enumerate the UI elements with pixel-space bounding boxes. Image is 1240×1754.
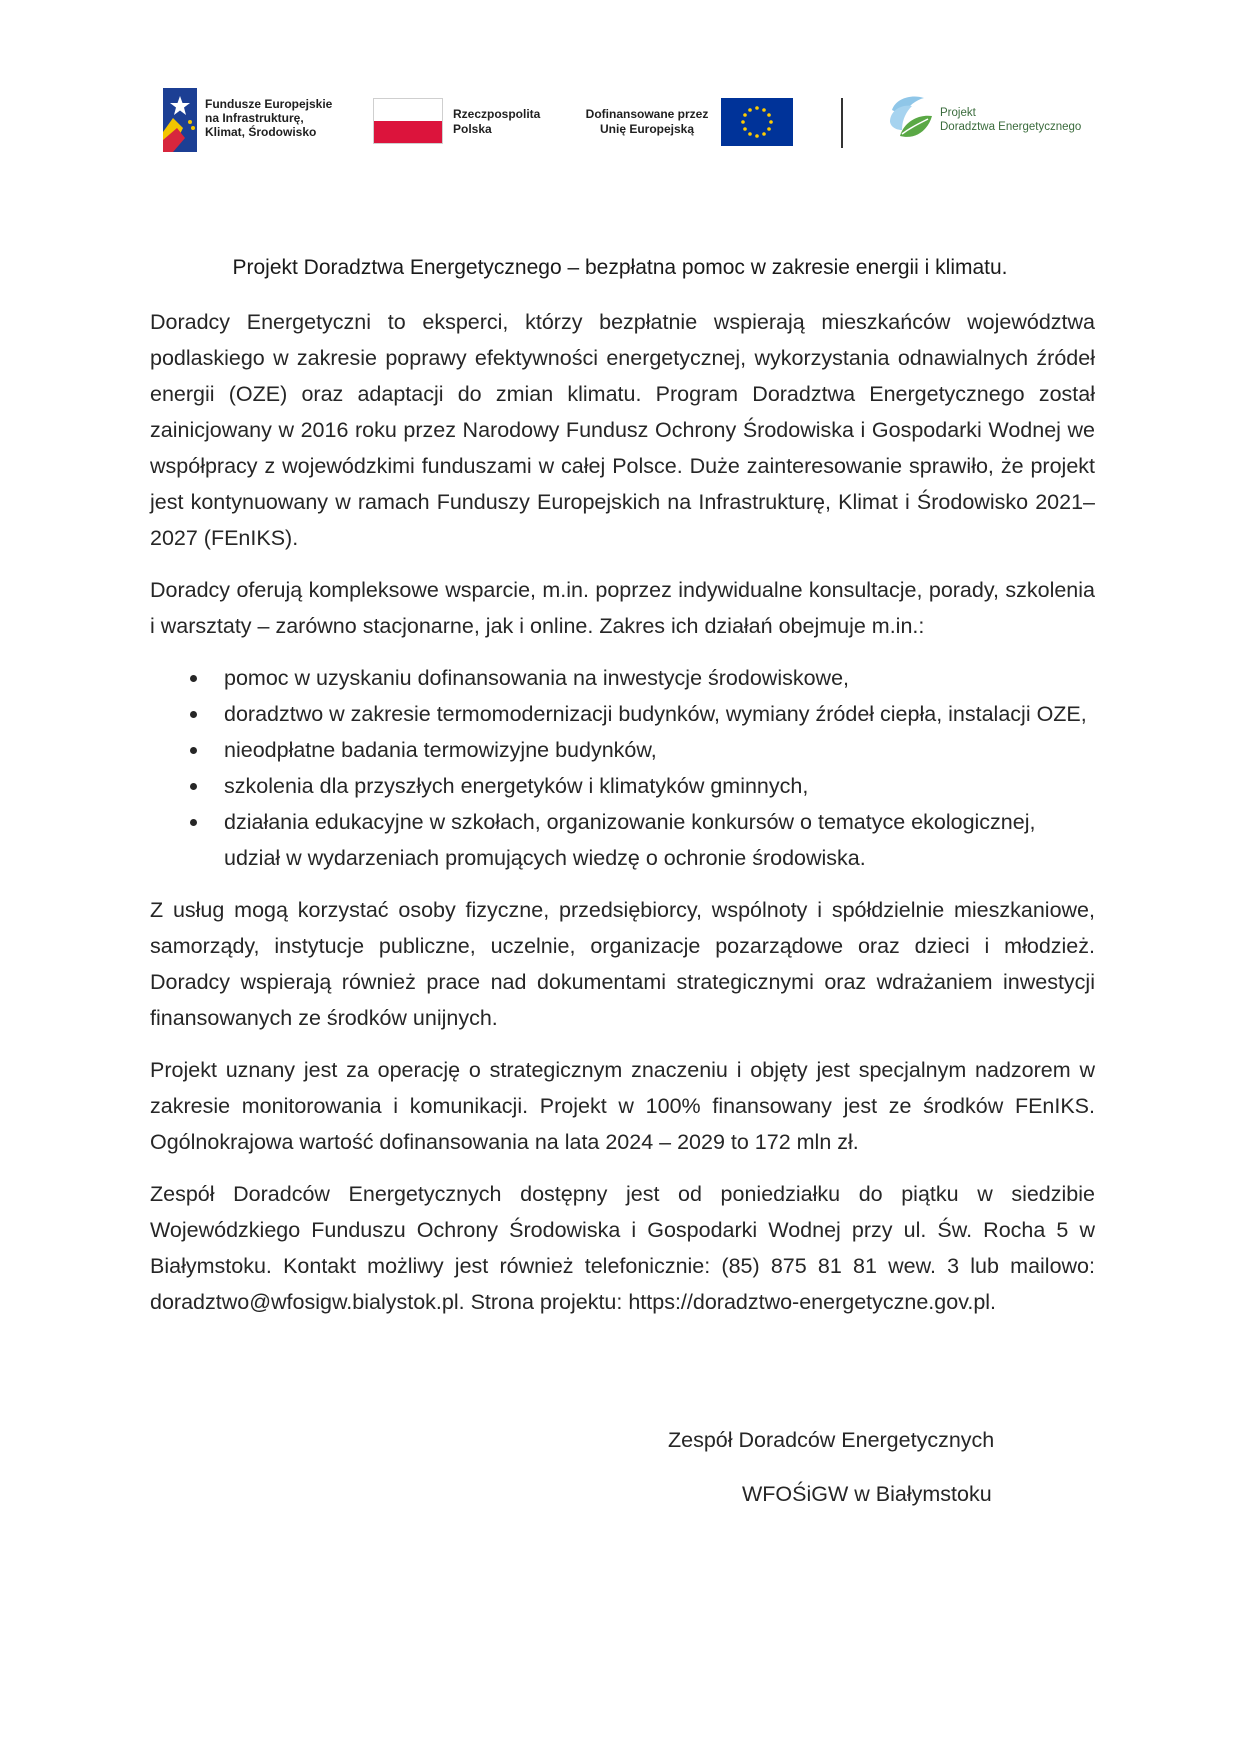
pl-logo-text xyxy=(453,107,540,137)
leaf-icon xyxy=(886,92,934,144)
paragraph-intro: Doradcy Energetyczni to eksperci, którzy bezpłatnie wspierają mieszkańców województwa podlaskiego w zakresie poprawy efektywności energetycznej, wykorzystania odnawialnych źródeł energii (OZE) oraz adaptacji do zmian klimatu. Program Doradztwa Energetycznego został zainicjowany w 2016 roku przez Narodowy Fundusz Ochrony Środowiska i Gospodarki Wodnej we współpracy z wojewódzkimi funduszami w całej Polsce. Duże zainteresowanie sprawiło, że projekt jest kontynuowany w ramach Funduszy Europejskich na Infrastrukturę, Klimat i Środowisko 2021–2027 (FEnIKS). xyxy=(150,310,1095,550)
signature-team: Zespół Doradców Energetycznych xyxy=(668,1428,995,1452)
pl-logo-line: Polska xyxy=(453,122,492,136)
list-item xyxy=(150,660,1095,696)
projekt-doradztwa-logo xyxy=(886,92,1086,144)
fe-logo-line: Fundusze Europejskie xyxy=(205,97,333,111)
list-item xyxy=(150,804,1095,876)
rzeczpospolita-polska-logo xyxy=(373,98,563,146)
eu-logo-line: Dofinansowane przez xyxy=(585,107,709,121)
eu-cofinancing-logo xyxy=(577,98,797,146)
bullet-icon xyxy=(190,675,197,682)
list-item-text: nieodpłatne badania termowizyjne budynków, xyxy=(224,738,657,762)
signature-institution: WFOŚiGW w Białymstoku xyxy=(742,1482,992,1506)
pde-logo-text xyxy=(940,106,1081,134)
logo-separator xyxy=(841,98,843,148)
document-title: Projekt Doradztwa Energetycznego – bezpłatna pomoc w zakresie energii i klimatu. xyxy=(232,256,1008,279)
services-list xyxy=(150,660,1095,876)
fe-logo-text xyxy=(205,97,332,139)
logo-bar xyxy=(0,88,1240,158)
bullet-icon xyxy=(190,711,197,718)
list-item-text: pomoc w uzyskaniu dofinansowania na inwestycje środowiskowe, xyxy=(224,666,850,690)
list-item-text: działania edukacyjne w szkołach, organizowanie konkursów o tematyce ekologicznej, udział w wydarzeniach promujących wiedzę o ochronie środowiska. xyxy=(224,810,1036,870)
bullet-icon xyxy=(190,819,197,826)
fe-flag-icon xyxy=(163,88,197,152)
polish-flag-icon xyxy=(373,98,443,144)
paragraph-contact: Zespół Doradców Energetycznych dostępny jest od poniedziałku do piątku w siedzibie Wojewódzkiego Funduszu Ochrony Środowiska i Gospodarki Wodnej przy ul. Św. Rocha 5 w Białymstoku. Kontakt możliwy jest również telefonicznie: (85) 875 81 81 wew. 3 lub mailowo: doradztwo@wfosigw.bialystok.pl. Strona projektu: https://doradztwo-energetyczne.gov.pl. xyxy=(150,1182,1095,1314)
fundusze-europejskie-logo xyxy=(163,88,353,154)
fe-logo-line: Klimat, Środowisko xyxy=(205,125,317,139)
bullet-icon xyxy=(190,783,197,790)
list-item-text: doradztwo w zakresie termomodernizacji budynków, wymiany źródeł ciepła, instalacji OZE, xyxy=(224,702,1087,726)
list-item-text: szkolenia dla przyszłych energetyków i klimatyków gminnych, xyxy=(224,774,809,798)
eu-logo-line: Unię Europejską xyxy=(599,122,695,136)
list-item xyxy=(150,732,1095,768)
list-item xyxy=(150,768,1095,804)
paragraph-audience: Z usług mogą korzystać osoby fizyczne, przedsiębiorcy, wspólnoty i spółdzielnie mieszkaniowe, samorządy, instytucje publiczne, uczelnie, organizacje pozarządowe oraz dzieci i młodzież. Doradcy wspierają również prace nad dokumentami strategicznymi oraz wdrażaniem inwestycji finansowanych ze środków unijnych. xyxy=(150,898,1095,1030)
list-item xyxy=(150,696,1095,732)
pl-logo-line: Rzeczpospolita xyxy=(453,107,541,121)
bullet-icon xyxy=(190,747,197,754)
fe-logo-line: na Infrastrukturę, xyxy=(205,111,304,125)
paragraph-funding: Projekt uznany jest za operację o strategicznym znaczeniu i objęty jest specjalnym nadzorem w zakresie monitorowania i komunikacji. Projekt w 100% finansowany jest ze środków FEnIKS. Ogólnokrajowa wartość dofinansowania na lata 2024 – 2029 to 172 mln zł. xyxy=(150,1058,1095,1154)
paragraph-services: Doradcy oferują kompleksowe wsparcie, m.in. poprzez indywidualne konsultacje, porady, szkolenia i warsztaty – zarówno stacjonarne, jak i online. Zakres ich działań obejmuje m.in.: xyxy=(150,578,1095,638)
eu-flag-icon xyxy=(721,98,793,146)
document-body xyxy=(150,304,1095,1336)
pde-logo-line: Projekt xyxy=(940,107,976,119)
pde-logo-line: Doradztwa Energetycznego xyxy=(940,121,1082,133)
eu-logo-text xyxy=(577,107,717,137)
